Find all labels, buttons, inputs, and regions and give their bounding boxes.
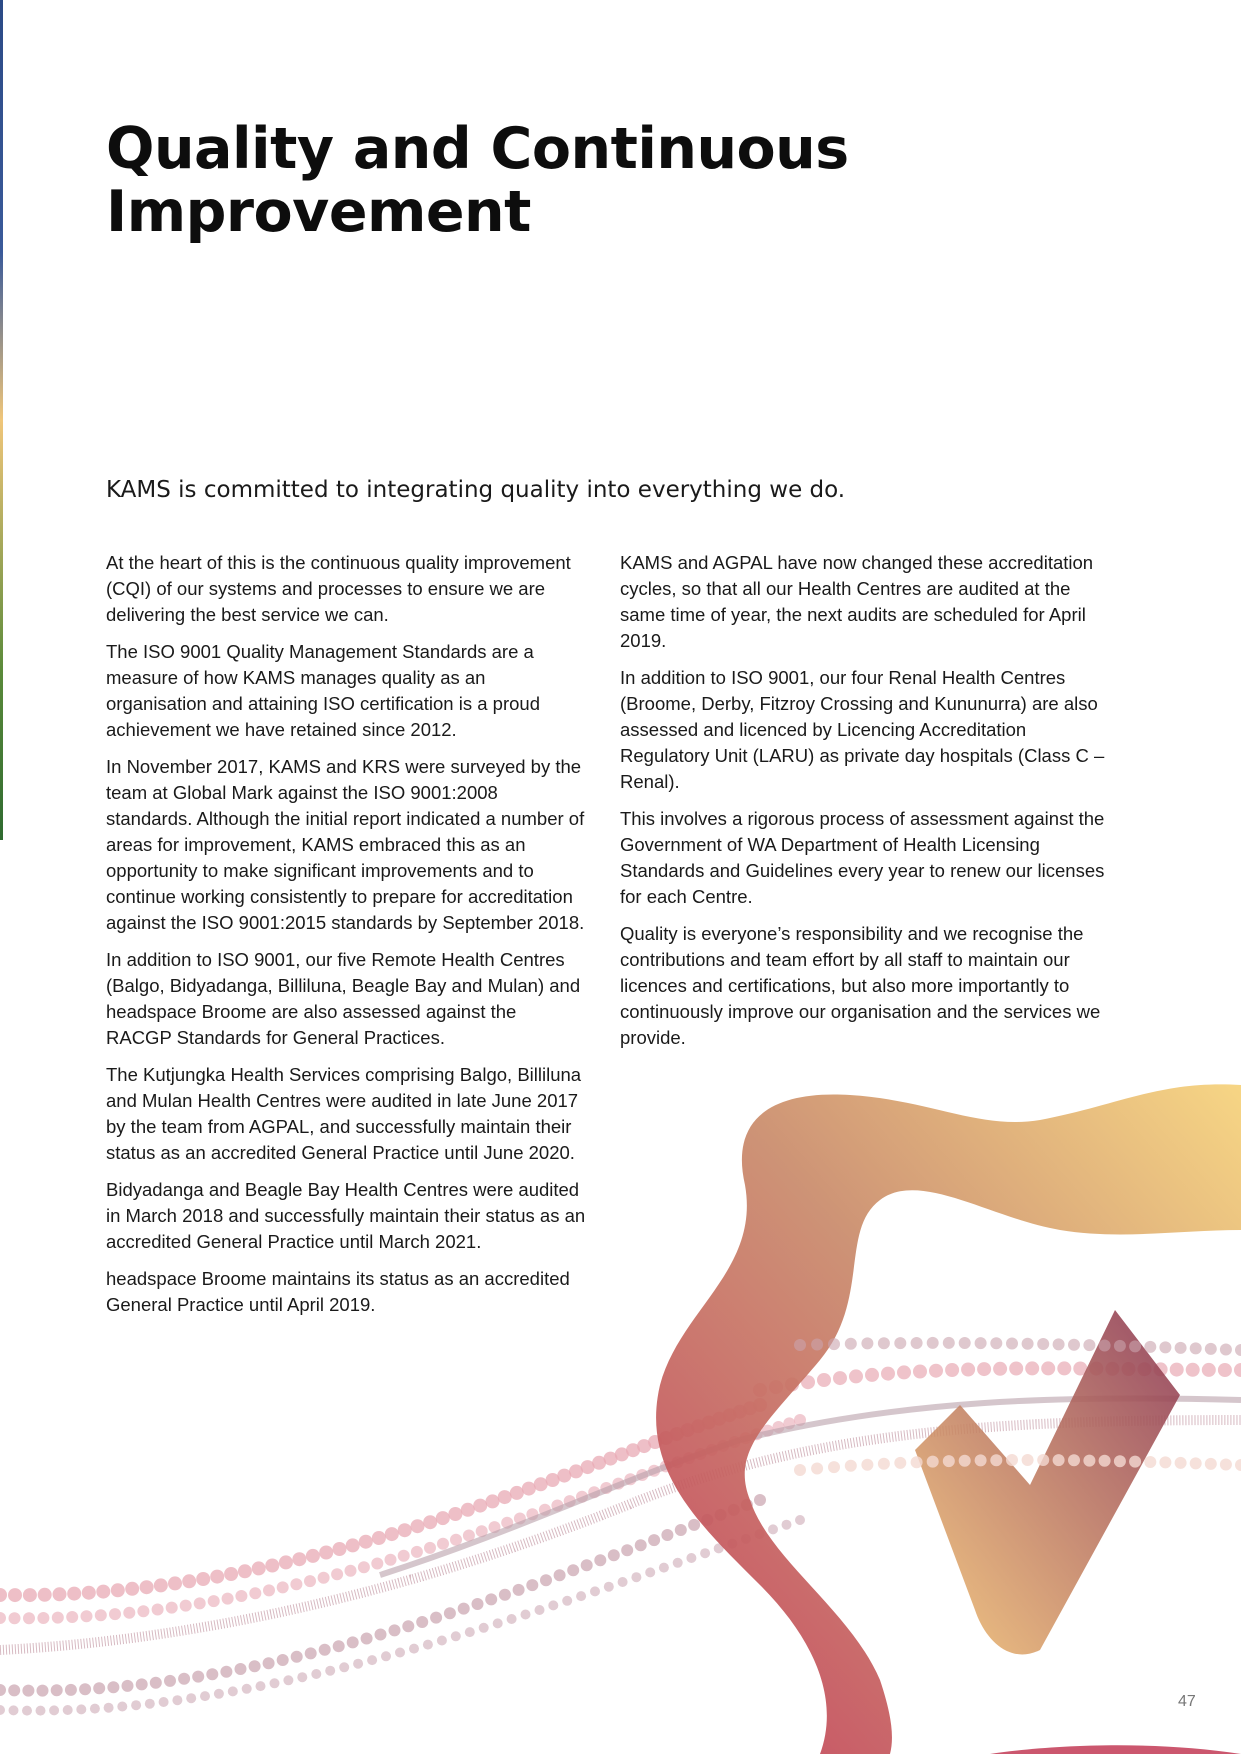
decorative-dot	[411, 1546, 423, 1558]
decorative-dot	[1006, 1454, 1018, 1466]
decorative-dot	[499, 1589, 511, 1601]
decorative-dot	[8, 1684, 20, 1696]
decorative-dot	[222, 1593, 234, 1605]
decorative-dot	[897, 1365, 911, 1379]
page-number: 47	[1178, 1693, 1196, 1710]
decorative-dot	[1144, 1456, 1156, 1468]
decorative-dot	[398, 1550, 410, 1562]
decorative-dot	[416, 1616, 428, 1628]
decorative-dot	[96, 1585, 110, 1599]
decorative-dot	[224, 1567, 238, 1581]
decorative-dot	[279, 1555, 293, 1569]
decorative-dot	[291, 1651, 303, 1663]
decorative-dot	[1235, 1459, 1241, 1471]
decorative-dot	[277, 1654, 289, 1666]
decorative-dot	[861, 1337, 873, 1349]
lead-statement: KAMS is committed to integrating quality into everything we do.	[106, 477, 846, 503]
decorative-dot	[795, 1515, 805, 1525]
decorative-dot	[319, 1644, 331, 1656]
decorative-dot	[493, 1618, 503, 1628]
dotted-band-light	[794, 1337, 1241, 1476]
decorative-dot	[645, 1567, 655, 1577]
paragraph: KAMS and AGPAL have now changed these accreditation cycles, so that all our Health Centres are audited at the same time of year, the next audits are scheduled for April 2019.	[620, 552, 1094, 651]
decorative-dot	[1220, 1344, 1232, 1356]
decorative-dot	[325, 1666, 335, 1676]
decorative-dot	[975, 1337, 987, 1349]
decorative-dot	[621, 1544, 633, 1556]
paragraph: Quality is everyone’s responsibility and we recognise the contributions and team effort by all staff to maintain our licences and certifications, but also more importantly to continuously improve our organisation and the services we provide.	[620, 923, 1101, 1048]
paragraph: In addition to ISO 9001, our four Renal Health Centres (Broome, Derby, Fitzroy Crossing and Kununurra) are also assessed and licenced by Licencing Accreditation Regulatory Unit (LARU) as private day hospitals (Class C – Renal).	[620, 667, 1105, 792]
paragraph: At the heart of this is the continuous quality improvement (CQI) of our systems and processes to ensure we are delivering the best service we can.	[106, 552, 571, 625]
decorative-dot	[486, 1494, 500, 1508]
decorative-dot	[1009, 1362, 1023, 1376]
decorative-dot	[576, 1591, 586, 1601]
decorative-dot	[8, 1588, 22, 1602]
decorative-dot	[1114, 1455, 1126, 1467]
decorative-dot	[1037, 1454, 1049, 1466]
decorative-dot	[911, 1456, 923, 1468]
decorative-dot	[9, 1705, 19, 1715]
decorative-dot	[186, 1693, 196, 1703]
decorative-dot	[290, 1578, 302, 1590]
decorative-dot	[522, 1482, 536, 1496]
decorative-dot	[659, 1563, 669, 1573]
decorative-dot	[993, 1362, 1007, 1376]
edge-color-strip	[0, 0, 3, 840]
decorative-dot	[381, 1651, 391, 1661]
decorative-dot	[79, 1683, 91, 1695]
decorative-dot	[214, 1689, 224, 1699]
decorative-dot	[1006, 1338, 1018, 1350]
decorative-dot	[402, 1620, 414, 1632]
decorative-dot	[208, 1595, 220, 1607]
decorative-dot	[1053, 1338, 1065, 1350]
decorative-dot	[1068, 1339, 1080, 1351]
decorative-dot	[353, 1659, 363, 1669]
decorative-dot	[346, 1538, 360, 1552]
decorative-dot	[437, 1636, 447, 1646]
decorative-dot	[95, 1609, 107, 1621]
decorative-dot	[67, 1587, 81, 1601]
decorative-dot	[82, 1586, 96, 1600]
paragraph: In November 2017, KAMS and KRS were surveyed by the team at Global Mark against the ISO 9001:2008 standards. Although the initial report indicated a number of areas for improvement, KAMS embraced this as an opportunity to make significant improvements and to continue working consistently to prepare for accreditation against the ISO 9001:2015 standards by September 2018.	[106, 756, 585, 933]
decorative-dot	[52, 1612, 64, 1624]
decorative-dot	[375, 1629, 387, 1641]
decorative-dot	[861, 1459, 873, 1471]
decorative-dot	[23, 1612, 35, 1624]
decorative-dot	[111, 1583, 125, 1597]
decorative-dot	[1218, 1363, 1232, 1377]
decorative-dot	[661, 1529, 673, 1541]
decorative-dot	[461, 1503, 475, 1517]
decorative-dot	[331, 1568, 343, 1580]
decorative-dot	[975, 1454, 987, 1466]
decorative-dot	[458, 1603, 470, 1615]
decorative-dot	[1205, 1343, 1217, 1355]
decorative-dot	[794, 1464, 806, 1476]
decorative-dot	[943, 1337, 955, 1349]
decorative-dot	[318, 1572, 330, 1584]
decorative-dot	[206, 1668, 218, 1680]
decorative-dot	[51, 1684, 63, 1696]
decorative-dot	[1175, 1457, 1187, 1469]
decorative-dot	[107, 1681, 119, 1693]
decorative-dot	[93, 1682, 105, 1694]
decorative-dot	[754, 1494, 766, 1506]
decorative-dot	[180, 1600, 192, 1612]
decorative-dot	[1175, 1342, 1187, 1354]
decorative-dot	[196, 1572, 210, 1586]
decorative-dot	[894, 1337, 906, 1349]
decorative-dot	[178, 1673, 190, 1685]
decorative-dot	[990, 1454, 1002, 1466]
decorative-dot	[166, 1602, 178, 1614]
decorative-dot	[306, 1549, 320, 1563]
decorative-dot	[385, 1527, 399, 1541]
decorative-dot	[424, 1542, 436, 1554]
decorative-dot	[182, 1574, 196, 1588]
decorative-dot	[140, 1580, 154, 1594]
decorative-dot	[1083, 1339, 1095, 1351]
decorative-dot	[590, 1586, 600, 1596]
decorative-dot	[631, 1572, 641, 1582]
decorative-dot	[210, 1570, 224, 1584]
decorative-dot	[1234, 1363, 1241, 1377]
decorative-dot	[1170, 1363, 1184, 1377]
decorative-dot	[347, 1636, 359, 1648]
decorative-dot	[249, 1587, 261, 1599]
decorative-dot	[65, 1684, 77, 1696]
decorative-dot	[411, 1519, 425, 1533]
decorative-dot	[0, 1588, 7, 1602]
decorative-dot	[389, 1624, 401, 1636]
decorative-dot	[1037, 1338, 1049, 1350]
decorative-dot	[339, 1662, 349, 1672]
decorative-dot	[66, 1611, 78, 1623]
decorative-dot	[1144, 1341, 1156, 1353]
decorative-dot	[688, 1519, 700, 1531]
decorative-dot	[448, 1507, 462, 1521]
decorative-dot	[472, 1598, 484, 1610]
decorative-dot	[137, 1605, 149, 1617]
decorative-dot	[385, 1554, 397, 1566]
decorative-dot	[1025, 1361, 1039, 1375]
decorative-dot	[540, 1574, 552, 1586]
decorative-dot	[1202, 1363, 1216, 1377]
decorative-dot	[311, 1669, 321, 1679]
decorative-dot	[913, 1365, 927, 1379]
decorative-dot	[150, 1677, 162, 1689]
decorative-dot	[507, 1614, 517, 1624]
decorative-artwork	[0, 1060, 1241, 1754]
ribbon-tail	[990, 1745, 1241, 1754]
decorative-dot	[104, 1703, 114, 1713]
paragraph: headspace Broome maintains its status as an accredited General Practice until April 2019.	[106, 1268, 570, 1315]
right-column	[620, 550, 1105, 1062]
decorative-dot	[479, 1623, 489, 1633]
decorative-dot	[252, 1561, 266, 1575]
decorative-dot	[1235, 1344, 1241, 1356]
decorative-dot	[263, 1657, 275, 1669]
decorative-dot	[152, 1604, 164, 1616]
decorative-dot	[534, 1477, 548, 1491]
decorative-dot	[485, 1593, 497, 1605]
decorative-dot	[1068, 1454, 1080, 1466]
decorative-dot	[0, 1612, 6, 1624]
decorative-dot	[372, 1531, 386, 1545]
decorative-dot	[345, 1565, 357, 1577]
decorative-dot	[1220, 1459, 1232, 1471]
decorative-dot	[927, 1337, 939, 1349]
paragraph: This involves a rigorous process of assessment against the Government of WA Department of Health Licensing Standards and Guidelines every year to renew our licenses for each Centre.	[620, 808, 1105, 907]
decorative-dot	[878, 1337, 890, 1349]
decorative-dot	[782, 1520, 792, 1530]
decorative-dot	[794, 1339, 806, 1351]
decorative-dot	[22, 1706, 32, 1716]
decorative-dot	[465, 1627, 475, 1637]
decorative-dot	[37, 1612, 49, 1624]
decorative-dot	[228, 1686, 238, 1696]
decorative-dot	[959, 1455, 971, 1467]
decorative-dot	[849, 1369, 863, 1383]
decorative-dot	[1053, 1454, 1065, 1466]
decorative-dot	[423, 1515, 437, 1529]
decorative-dot	[513, 1584, 525, 1596]
decorative-dot	[581, 1559, 593, 1571]
decorative-dot	[22, 1685, 34, 1697]
decorative-dot	[1022, 1338, 1034, 1350]
decorative-dot	[0, 1705, 5, 1715]
decorative-dot	[833, 1371, 847, 1385]
decorative-dot	[929, 1364, 943, 1378]
decorative-dot	[1159, 1456, 1171, 1468]
decorative-dot	[36, 1706, 46, 1716]
decorative-dot	[881, 1367, 895, 1381]
decorative-dot	[865, 1368, 879, 1382]
decorative-dot	[959, 1337, 971, 1349]
decorative-dot	[235, 1663, 247, 1675]
decorative-dot	[817, 1373, 831, 1387]
decorative-dot	[451, 1631, 461, 1641]
decorative-dot	[270, 1678, 280, 1688]
decorative-dot	[1159, 1341, 1171, 1353]
decorative-dot	[423, 1640, 433, 1650]
decorative-dot	[450, 1534, 462, 1546]
decorative-dot	[265, 1559, 279, 1573]
decorative-dot	[828, 1338, 840, 1350]
decorative-dot	[409, 1644, 419, 1654]
decorative-dot	[249, 1660, 261, 1672]
decorative-dot	[648, 1534, 660, 1546]
decorative-dot	[437, 1538, 449, 1550]
decorative-dot	[845, 1460, 857, 1472]
decorative-dot	[333, 1542, 347, 1556]
decorative-dot	[943, 1455, 955, 1467]
decorative-dot	[686, 1553, 696, 1563]
decorative-dot	[200, 1691, 210, 1701]
paragraph: The Kutjungka Health Services comprising Balgo, Billiluna and Mulan Health Centres were audited in late June 2017 by the team from AGPAL, and successfully maintain their status as an accredited General Practice until June 2020.	[106, 1064, 582, 1163]
decorative-dot	[1114, 1340, 1126, 1352]
decorative-dot	[535, 1605, 545, 1615]
decorative-dot	[768, 1524, 778, 1534]
decorative-dot	[927, 1456, 939, 1468]
decorative-dot	[548, 1600, 558, 1610]
decorative-dot	[194, 1597, 206, 1609]
paragraph: Bidyadanga and Beagle Bay Health Centres were audited in March 2018 and successfully maintain their status as an accredited General Practice until March 2021.	[106, 1179, 586, 1252]
decorative-dot	[76, 1704, 86, 1714]
decorative-dot	[1099, 1340, 1111, 1352]
decorative-dot	[283, 1675, 293, 1685]
decorative-dot	[238, 1564, 252, 1578]
decorative-dot	[398, 1523, 412, 1537]
decorative-dot	[521, 1610, 531, 1620]
decorative-dot	[1129, 1456, 1141, 1468]
decorative-dot	[811, 1463, 823, 1475]
decorative-dot	[894, 1457, 906, 1469]
paragraph: In addition to ISO 9001, our five Remote Health Centres (Balgo, Bidyadanga, Billiluna, Beagle Bay and Mulan) and headspace Broome are also assessed against the RACGP Standards for General Practices.	[106, 949, 581, 1048]
decorative-dot	[154, 1578, 168, 1592]
decorative-dot	[395, 1648, 405, 1658]
decorative-dot	[125, 1582, 139, 1596]
decorative-dot	[911, 1337, 923, 1349]
decorative-dot	[498, 1490, 512, 1504]
decorative-dot	[297, 1672, 307, 1682]
decorative-dot	[220, 1666, 232, 1678]
decorative-dot	[371, 1558, 383, 1570]
decorative-dot	[319, 1546, 333, 1560]
decorative-dot	[526, 1579, 538, 1591]
decorative-dot	[878, 1458, 890, 1470]
decorative-dot	[594, 1554, 606, 1566]
decorative-dot	[37, 1685, 49, 1697]
decorative-dot	[1099, 1455, 1111, 1467]
decorative-dot	[811, 1339, 823, 1351]
decorative-dot	[430, 1612, 442, 1624]
decorative-dot	[1041, 1361, 1055, 1375]
decorative-dot	[367, 1655, 377, 1665]
decorative-dot	[168, 1576, 182, 1590]
decorative-dot	[164, 1675, 176, 1687]
decorative-dot	[945, 1363, 959, 1377]
decorative-dot	[9, 1612, 21, 1624]
decorative-dot	[263, 1584, 275, 1596]
decorative-dot	[444, 1607, 456, 1619]
paragraph: The ISO 9001 Quality Management Standards are a measure of how KAMS manages quality as an organisation and attaining ISO certification is a proud achievement we have retained since 2012.	[106, 641, 540, 740]
decorative-dot	[562, 1596, 572, 1606]
decorative-dot	[242, 1684, 252, 1694]
decorative-dot	[990, 1337, 1002, 1349]
decorative-dot	[304, 1575, 316, 1587]
decorative-dot	[1205, 1458, 1217, 1470]
decorative-dot	[675, 1524, 687, 1536]
decorative-dot	[63, 1705, 73, 1715]
decorative-dot	[473, 1499, 487, 1513]
decorative-dot	[361, 1633, 373, 1645]
decorative-dot	[333, 1640, 345, 1652]
decorative-dot	[1190, 1457, 1202, 1469]
decorative-dot	[277, 1581, 289, 1593]
decorative-dot	[192, 1671, 204, 1683]
decorative-dot	[1057, 1361, 1071, 1375]
decorative-dot	[604, 1582, 614, 1592]
decorative-dot	[159, 1697, 169, 1707]
decorative-dot	[122, 1680, 134, 1692]
decorative-dot	[359, 1535, 373, 1549]
decorative-dot	[172, 1695, 182, 1705]
decorative-dot	[136, 1678, 148, 1690]
decorative-dot	[235, 1590, 247, 1602]
decorative-dot	[618, 1577, 628, 1587]
decorative-dot	[358, 1561, 370, 1573]
decorative-dot	[49, 1705, 59, 1715]
decorative-dot	[90, 1704, 100, 1714]
decorative-dot	[1022, 1454, 1034, 1466]
decorative-dot	[700, 1548, 710, 1558]
decorative-dot	[436, 1511, 450, 1525]
decorative-dot	[0, 1684, 6, 1696]
decorative-dot	[977, 1362, 991, 1376]
decorative-dot	[608, 1549, 620, 1561]
decorative-dot	[1083, 1455, 1095, 1467]
decorative-dot	[567, 1564, 579, 1576]
decorative-dot	[635, 1539, 647, 1551]
decorative-dot	[23, 1588, 37, 1602]
decorative-dot	[554, 1569, 566, 1581]
decorative-dot	[961, 1363, 975, 1377]
decorative-dot	[117, 1702, 127, 1712]
page-title: Quality and Continuous Improvement	[106, 116, 849, 245]
decorative-dot	[845, 1338, 857, 1350]
decorative-dot	[292, 1552, 306, 1566]
decorative-dot	[1129, 1340, 1141, 1352]
decorative-dot	[256, 1681, 266, 1691]
decorative-dot	[673, 1558, 683, 1568]
decorative-dot	[53, 1587, 67, 1601]
decorative-dot	[38, 1588, 52, 1602]
decorative-dot	[81, 1610, 93, 1622]
decorative-dot	[123, 1607, 135, 1619]
decorative-dot	[1186, 1363, 1200, 1377]
decorative-dot	[109, 1608, 121, 1620]
decorative-dot	[131, 1700, 141, 1710]
decorative-dot	[145, 1699, 155, 1709]
decorative-dot	[1190, 1342, 1202, 1354]
decorative-dot	[305, 1647, 317, 1659]
decorative-dot	[828, 1461, 840, 1473]
decorative-dot	[510, 1486, 524, 1500]
